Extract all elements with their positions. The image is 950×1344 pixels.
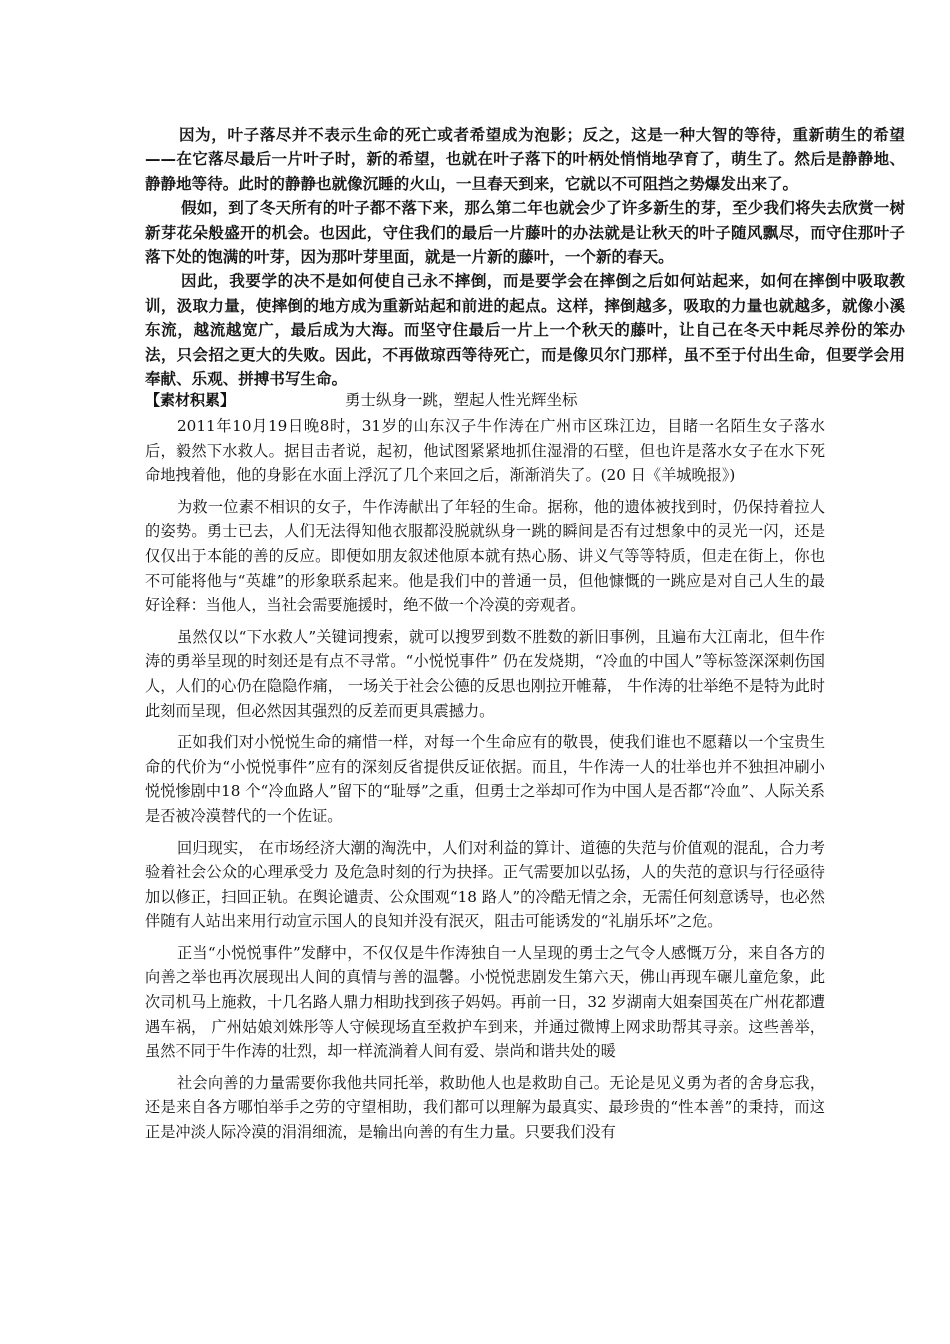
paragraph: 为救一位素不相识的女子，牛作涛献出了年轻的生命。据称，他的遗体被找到时，仍保持着拉人的姿势。勇士已去，人们无法得知他衣服都没脱就纵身一跳的瞬间是否有过想象中的灵光一闪，还是仅仅出于本能的善的反应。即便如朋友叙述他原本就有热心肠、讲义气等等特质，但走在街上，你也不可能将他与“英雄”的形象联系起来。他是我们中的普通一员，但他慷慨的一跳应是对自己人生的最好诠释：当他人，当社会需要施援时，绝不做一个冷漠的旁观者。	[145, 497, 825, 615]
material-heading	[145, 388, 905, 412]
paragraph: 2011年10月19日晚8时，31岁的山东汉子牛作涛在广州市区珠江边，目睹一名陌生女子落水后，毅然下水救人。据目击者说，起初，他试图紧紧地抓住湿滑的石壁，但也许是落水女子在水下死命地拽着他，他的身影在水面上浮沉了几个来回之后，渐渐消失了。(20 日《羊城晚报》)	[145, 417, 825, 485]
paragraph: 假如，到了冬天所有的叶子都不落下来，那么第二年也就会少了许多新生的芽，至少我们将失去欣赏一树新芽花朵般盛开的机会。也因此，守住我们的最后一片藤叶的办法就是让秋天的叶子随风飘尽，而守住那叶子落下处的饱满的叶芽，因为那叶芽里面，就是一片新的藤叶，一个新的春天。	[145, 199, 905, 267]
paragraph: 正当“小悦悦事件”发酵中，不仅仅是牛作涛独自一人呈现的勇士之气令人感慨万分，来自各方的向善之举也再次展现出人间的真情与善的温馨。小悦悦悲剧发生第六天，佛山再现车碾儿童危象，此次司机马上施救，十几名路人鼎力相助找到孩子妈妈。再前一日，32 岁湖南大姐秦国英在广州花都遭遇车祸， 广州姑娘刘姝彤等人守候现场直至救护车到来，并通过微博上网求助帮其寻亲。这些善举，虽然不同于牛作涛的壮烈，却一样流淌着人间有爱、崇尚和谐共处的暖	[145, 943, 825, 1061]
article-title: 勇士纵身一跳，塑起人性光辉坐标	[345, 391, 578, 409]
paragraph: 回归现实， 在市场经济大潮的淘洗中，人们对利益的算计、道德的失范与价值观的混乱，合力考验着社会公众的心理承受力 及危急时刻的行为抉择。正气需要加以弘扬，人的失范的意识与行径亟待加以修正，扫回正轨。在舆论谴责、公众围观“18 路人”的冷酷无情之余，无需任何刻意诱导，也必然伴随有人站出来用行动宣示国人的良知并没有泯灭，阻击可能诱发的“礼崩乐坏”之危。	[145, 838, 825, 931]
paragraph: 社会向善的力量需要你我他共同托举，救助他人也是救助自己。无论是见义勇为者的舍身忘我，还是来自各方哪怕举手之劳的守望相助，我们都可以理解为最真实、最珍贵的“性本善”的秉持，而这正是冲淡人际冷漠的涓涓细流，是输出向善的有生力量。只要我们没有	[145, 1073, 825, 1142]
material-body	[145, 414, 825, 1152]
paragraph: 虽然仅以“下水救人”关键词搜索，就可以搜罗到数不胜数的新旧事例，且遍布大江南北，但牛作涛的勇举呈现的时刻还是有点不寻常。“小悦悦事件” 仍在发烧期，“冷血的中国人”等标签深深刺伤国人，人们的心仍在隐隐作痛， 一场关于社会公德的反思也刚拉开帷幕， 牛作涛的壮举绝不是特为此时此刻而呈现，但必然因其强烈的反差而更具震撼力。	[145, 627, 825, 720]
paragraph: 正如我们对小悦悦生命的痛惜一样，对每一个生命应有的敬畏，使我们谁也不愿藉以一个宝贵生命的代价为“小悦悦事件”应有的深刻反省提供反证依据。而且，牛作涛一人的壮举也并不独担冲刷小悦悦惨剧中18 个“冷血路人”留下的“耻辱”之重，但勇士之举却可作为中国人是否都“冷血”、人际关系是否被冷漠替代的一个佐证。	[145, 733, 825, 825]
paragraph: 因此，我要学的决不是如何使自己永不摔倒，而是要学会在摔倒之后如何站起来，如何在摔倒中吸取教训，汲取力量，使摔倒的地方成为重新站起和前进的起点。这样，摔倒越多，吸取的力量也就越多，就像小溪东流，越流越宽广，最后成为大海。而坚守住最后一片上一个秋天的藤叶，让自己在冬天中耗尽养份的笨办法，只会招之更大的失败。因此，不再做琼西等待死亡，而是像贝尔门那样，虽不至于付出生命，但要学会用奉献、乐观、拼搏书写生命。	[145, 272, 905, 389]
paragraph: 因为，叶子落尽并不表示生命的死亡或者希望成为泡影；反之，这是一种大智的等待，重新萌生的希望——在它落尽最后一片叶子时，新的希望，也就在叶子落下的叶柄处悄悄地孕育了，萌生了。然后是静静地、静静地等待。此时的静静也就像沉睡的火山，一旦春天到来，它就以不可阻挡之势爆发出来了。	[145, 126, 905, 193]
top-section	[145, 123, 905, 391]
section-tag: 【素材积累】	[145, 391, 236, 409]
